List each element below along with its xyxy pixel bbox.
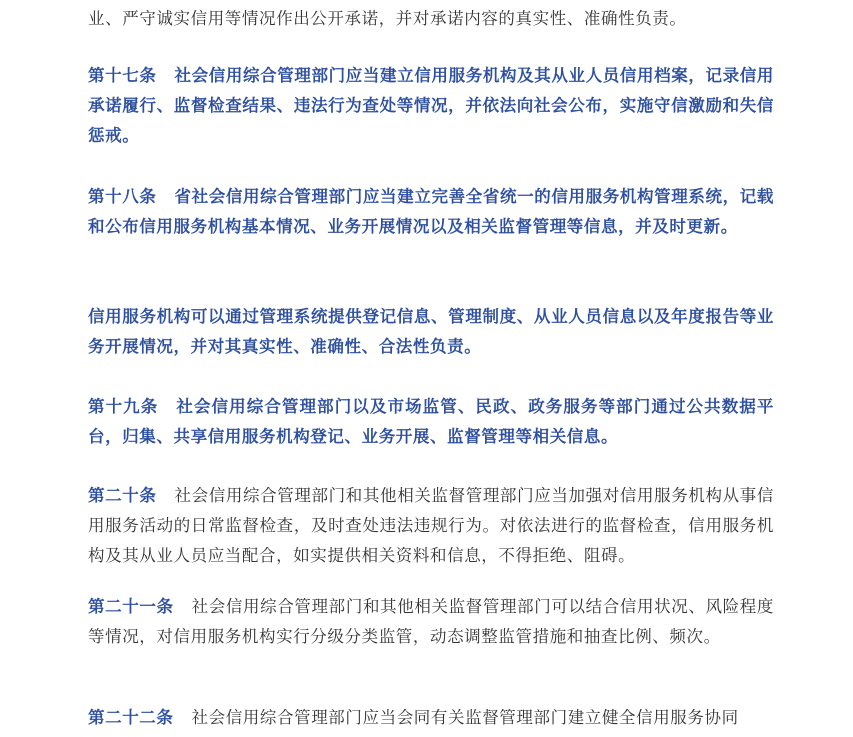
article-number: 第十八条 [88, 187, 157, 206]
paragraph-text: 信用服务机构可以通过管理系统提供登记信息、管理制度、从业人员信息以及年度报告等业务开展情况，并对其真实性、准确性、合法性负责。 [88, 307, 774, 356]
article-number: 第二十二条 [88, 708, 174, 727]
paragraph-text: 省社会信用综合管理部门应当建立完善全省统一的信用服务机构管理系统，记载和公布信用服务机构基本情况、业务开展情况以及相关监督管理等信息，并及时更新。 [88, 187, 774, 236]
paragraph-text: 业、严守诚实信用等情况作出公开承诺，并对承诺内容的真实性、准确性负责。 [88, 9, 687, 28]
article-17 [88, 61, 774, 151]
article-20 [88, 481, 774, 571]
article-21 [88, 592, 774, 652]
article-number: 第二十条 [88, 486, 157, 505]
article-22 [88, 703, 739, 733]
paragraph-text: 社会信用综合管理部门和其他相关监督管理部门应当加强对信用服务机构从事信用服务活动的日常监督检查，及时查处违法违规行为。对依法进行的监督检查，信用服务机构及其从业人员应当配合，如实提供相关资料和信息，不得拒绝、阻碍。 [88, 486, 774, 565]
paragraph-text: 社会信用综合管理部门和其他相关监督管理部门可以结合信用状况、风险程度等情况，对信用服务机构实行分级分类监管，动态调整监管措施和抽查比例、频次。 [88, 597, 775, 646]
article-18 [88, 182, 774, 242]
paragraph-text: 社会信用综合管理部门以及市场监管、民政、政务服务等部门通过公共数据平台，归集、共享信用服务机构登记、业务开展、监督管理等相关信息。 [88, 397, 774, 446]
paragraph-continuation [88, 4, 687, 34]
article-19 [88, 392, 774, 452]
paragraph-text: 社会信用综合管理部门应当会同有关监督管理部门建立健全信用服务协同 [191, 708, 739, 727]
article-number: 第十七条 [88, 66, 157, 85]
article-number: 第十九条 [88, 397, 159, 416]
paragraph-text: 社会信用综合管理部门应当建立信用服务机构及其从业人员信用档案，记录信用承诺履行、监督检查结果、违法行为查处等情况，并依法向社会公布，实施守信激励和失信惩戒。 [88, 66, 774, 145]
article-number: 第二十一条 [88, 597, 174, 616]
article-18-clause-2 [88, 302, 774, 362]
